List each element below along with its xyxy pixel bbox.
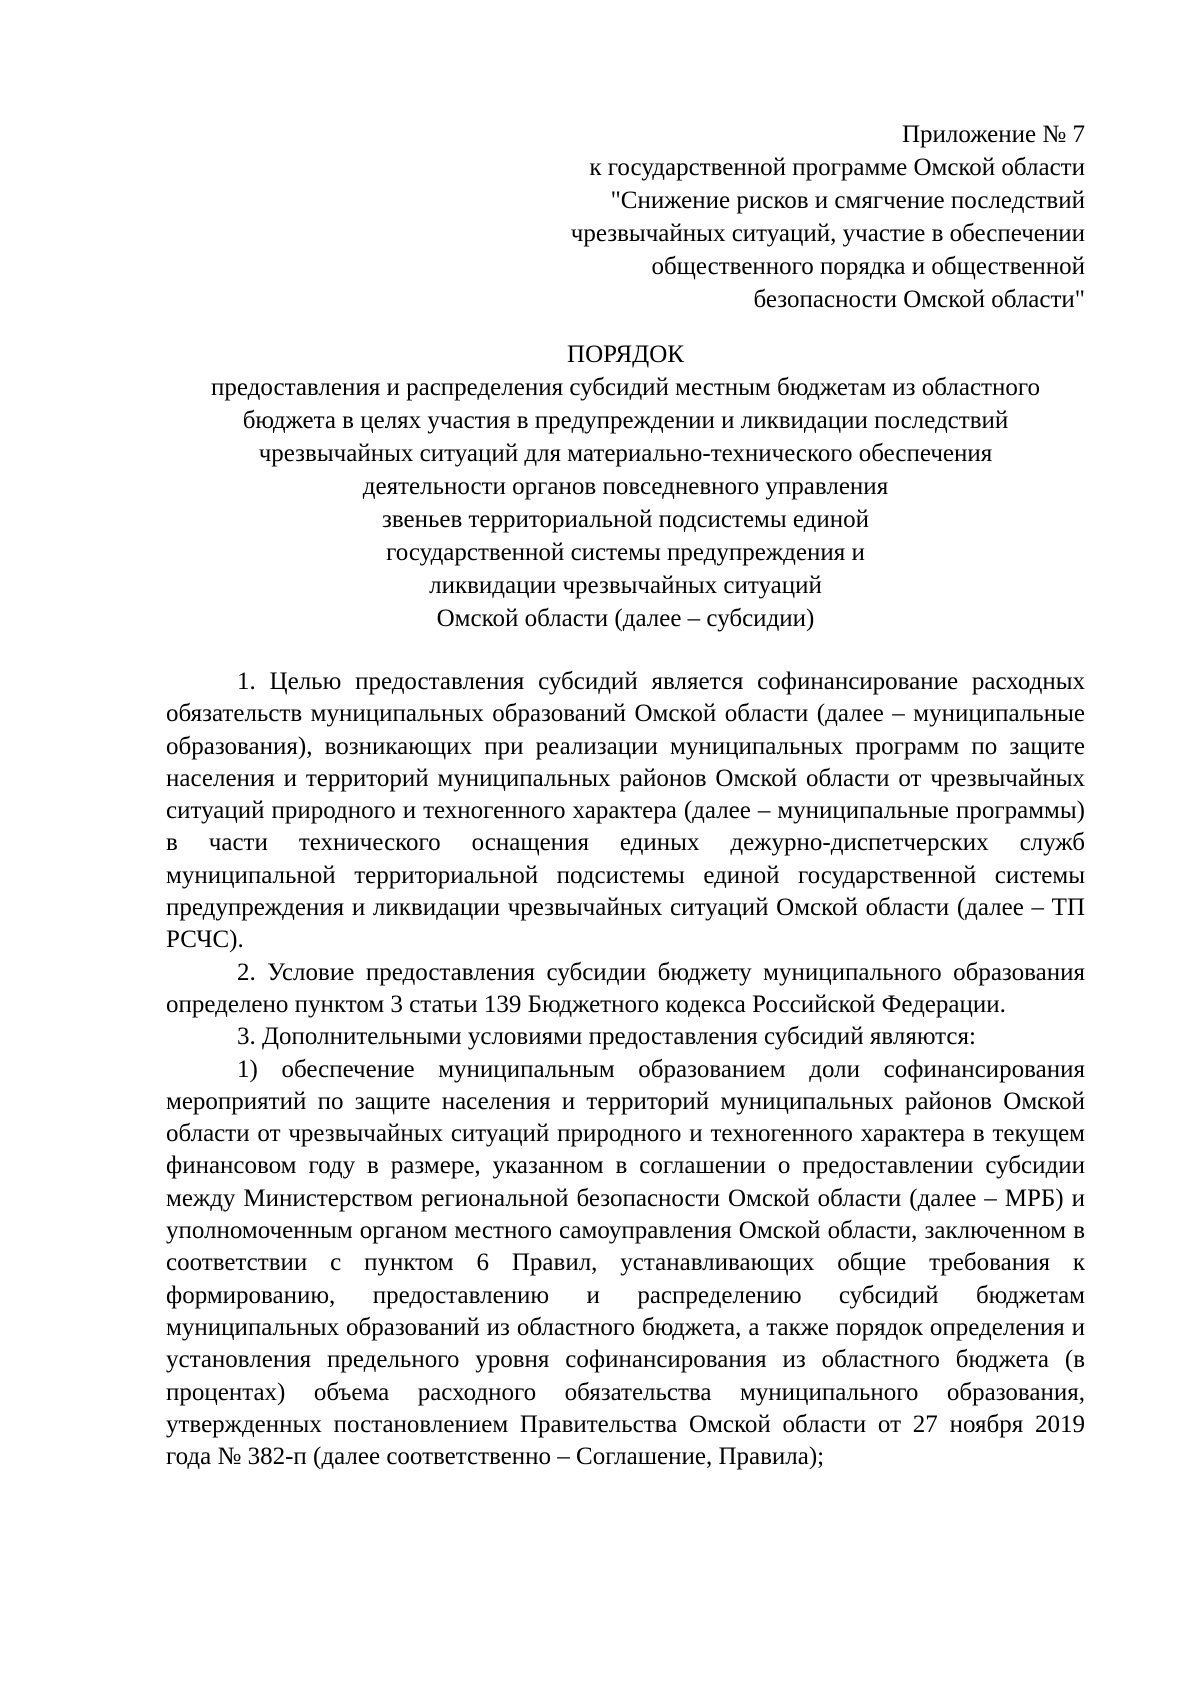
title-line: ликвидации чрезвычайных ситуаций bbox=[429, 572, 822, 599]
document-title bbox=[166, 338, 1085, 635]
appendix-line: к государственной программе Омской области bbox=[589, 154, 1085, 181]
appendix-line: Приложение № 7 bbox=[901, 121, 1085, 148]
title-main: ПОРЯДОК bbox=[567, 341, 684, 368]
title-line: звеньев территориальной подсистемы единой bbox=[381, 506, 870, 533]
title-line: государственной системы предупреждения и bbox=[386, 539, 865, 566]
paragraph-3: 3. Дополнительными условиями предоставления субсидий являются: bbox=[237, 1023, 976, 1051]
document-body bbox=[166, 666, 1085, 1473]
appendix-line: чрезвычайных ситуаций, участие в обеспечении bbox=[570, 220, 1085, 247]
appendix-header bbox=[166, 118, 1085, 316]
paragraph-3-1: 1) обеспечение муниципальным образованием доли софинансирования мероприятий по защите населения и территорий муниципальных районов Омской области от чрезвычайных ситуаций природного и техногенного характера в текущем финансовом году в размере, указанном в соглашении о предоставлении субсидии между Министерством региональной безопасности Омской области (далее – МРБ) и уполномоченным органом местного самоуправления Омской области, заключенном в соответствии с пунктом 6 Правил, устанавливающих общие требования к формированию, предоставлению и распределению субсидий бюджетам муниципальных образований из областного бюджета, а также порядок определения и установления предельного уровня софинансирования из областного бюджета (в процентах) объема расходного обязательства муниципального образования, утвержденных постановлением Правительства Омской области от 27 ноября 2019 года № 382-п (далее соответственно – Соглашение, Правила); bbox=[166, 1055, 1085, 1471]
appendix-line: безопасности Омской области" bbox=[753, 286, 1085, 313]
title-line: чрезвычайных ситуаций для материально-технического обеспечения bbox=[258, 440, 993, 467]
paragraph-1: 1. Целью предоставления субсидий является софинансирование расходных обязательств муниципальных образований Омской области (далее – муниципальные образования), возникающих при реализации муниципальных программ по защите населения и территорий муниципальных районов Омской области от чрезвычайных ситуаций природного и техногенного характера (далее – муниципальные программы) в части технического оснащения единых дежурно-диспетчерских служб муниципальной территориальной подсистемы единой государственной системы предупреждения и ликвидации чрезвычайных ситуаций Омской области (далее – ТП РСЧС). bbox=[166, 668, 1085, 954]
title-line: предоставления и распределения субсидий местным бюджетам из областного bbox=[211, 374, 1040, 401]
appendix-line: "Снижение рисков и смягчение последствий bbox=[610, 187, 1085, 214]
appendix-line: общественного порядка и общественной bbox=[651, 253, 1085, 280]
title-line: Омской области (далее – субсидии) bbox=[436, 605, 815, 632]
paragraph-2: 2. Условие предоставления субсидии бюджету муниципального образования определено пунктом 3 статьи 139 Бюджетного кодекса Российской Федерации. bbox=[166, 958, 1085, 1018]
title-line: деятельности органов повседневного управления bbox=[362, 473, 889, 500]
title-line: бюджета в целях участия в предупреждении и ликвидации последствий bbox=[242, 407, 1009, 434]
